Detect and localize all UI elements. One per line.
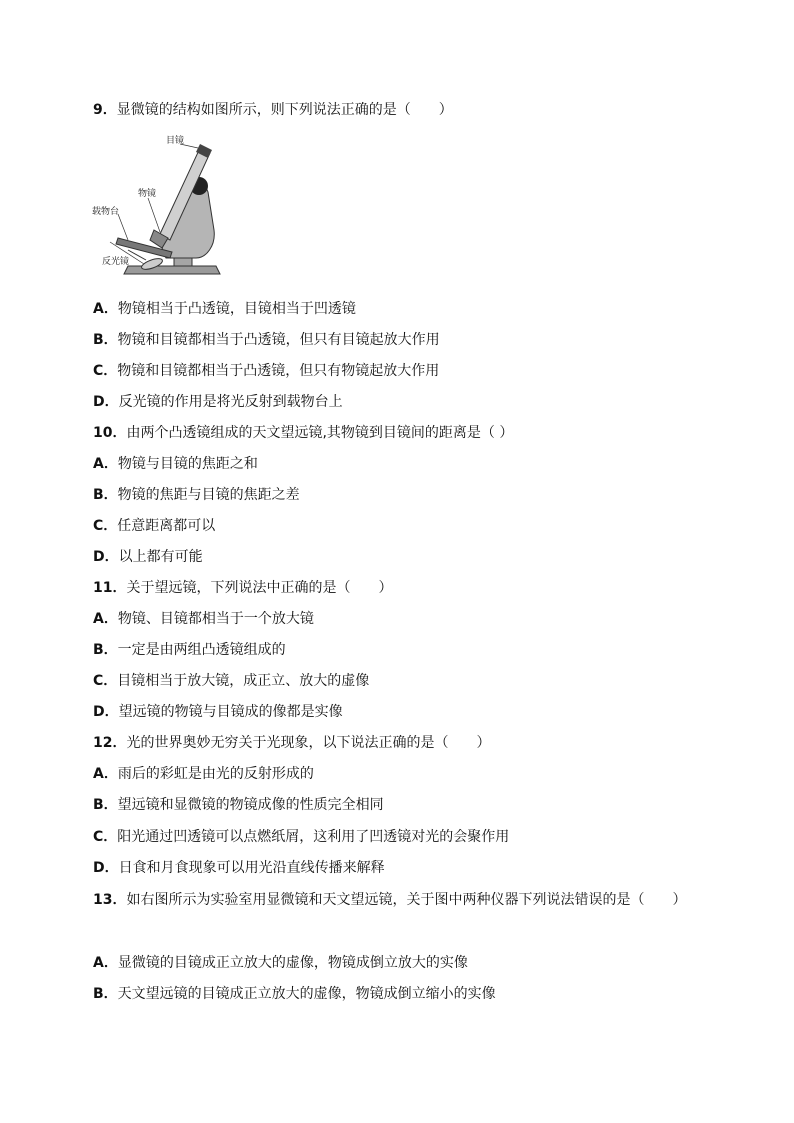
option-10d[interactable] xyxy=(93,548,203,566)
option-9d[interactable] xyxy=(93,393,343,411)
option-text: 显微镜的目镜成正立放大的虚像，物镜成倒立放大的实像 xyxy=(117,955,468,971)
question-text: 关于望远镜，下列说法中正确的是（ ） xyxy=(126,580,393,596)
option-12b[interactable] xyxy=(93,796,384,814)
option-letter: D． xyxy=(93,549,119,565)
question-text: 如右图所示为实验室用显微镜和天文望远镜，关于图中两种仪器下列说法错误的是（ ） xyxy=(126,892,687,908)
label-objective: 物镜 xyxy=(138,189,157,199)
option-text: 一定是由两组凸透镜组成的 xyxy=(117,642,286,658)
option-text: 阳光通过凹透镜可以点燃纸屑，这利用了凹透镜对光的会聚作用 xyxy=(117,829,510,845)
option-text: 物镜与目镜的焦距之和 xyxy=(117,456,258,472)
option-13b[interactable] xyxy=(93,985,496,1003)
option-text: 反光镜的作用是将光反射到载物台上 xyxy=(118,394,343,410)
option-text: 目镜相当于放大镜，成正立、放大的虚像 xyxy=(117,673,370,689)
option-text: 日食和月食现象可以用光沿直线传播来解释 xyxy=(118,860,385,876)
microscope-figure xyxy=(88,134,228,282)
option-10c[interactable] xyxy=(93,517,215,535)
option-11b[interactable] xyxy=(93,641,286,659)
option-10a[interactable] xyxy=(93,455,258,473)
question-text: 由两个凸透镜组成的天文望远镜,其物镜到目镜间的距离是（ ） xyxy=(126,425,514,441)
question-12-stem xyxy=(93,734,490,752)
option-13a[interactable] xyxy=(93,954,468,972)
question-number: 9． xyxy=(93,102,117,118)
option-text: 以上都有可能 xyxy=(118,549,203,565)
question-text: 显微镜的结构如图所示，则下列说法正确的是（ ） xyxy=(116,102,453,118)
option-letter: D． xyxy=(93,860,119,876)
option-12a[interactable] xyxy=(93,765,314,783)
label-stage: 载物台 xyxy=(92,207,120,217)
option-11c[interactable] xyxy=(93,672,369,690)
option-letter: A． xyxy=(93,766,118,782)
option-letter: A． xyxy=(93,301,118,317)
option-text: 望远镜和显微镜的物镜成像的性质完全相同 xyxy=(117,797,384,813)
option-text: 望远镜的物镜与目镜成的像都是实像 xyxy=(118,704,343,720)
option-letter: C． xyxy=(93,829,118,845)
question-number: 12． xyxy=(93,735,127,751)
option-text: 物镜的焦距与目镜的焦距之差 xyxy=(117,487,300,503)
question-number: 10． xyxy=(93,425,127,441)
option-letter: A． xyxy=(93,456,118,472)
microscope-illustration xyxy=(88,134,228,282)
option-letter: A． xyxy=(93,611,118,627)
question-10-stem xyxy=(93,424,513,442)
question-number: 11． xyxy=(93,580,127,596)
label-eyepiece: 目镜 xyxy=(166,136,185,146)
option-9a[interactable] xyxy=(93,300,356,318)
question-11-stem xyxy=(93,579,392,597)
option-9c[interactable] xyxy=(93,362,439,380)
question-text: 光的世界奥妙无穷关于光现象，以下说法正确的是（ ） xyxy=(126,735,491,751)
option-letter: B． xyxy=(93,642,118,658)
option-letter: B． xyxy=(93,332,118,348)
option-11a[interactable] xyxy=(93,610,314,628)
question-13-stem xyxy=(93,891,686,909)
option-text: 任意距离都可以 xyxy=(117,518,216,534)
label-mirror: 反光镜 xyxy=(102,257,130,267)
question-9-stem xyxy=(93,101,453,119)
question-number: 13． xyxy=(93,892,127,908)
option-text: 物镜和目镜都相当于凸透镜，但只有物镜起放大作用 xyxy=(117,363,440,379)
option-letter: C． xyxy=(93,363,118,379)
option-text: 物镜相当于凸透镜，目镜相当于凹透镜 xyxy=(117,301,356,317)
option-12d[interactable] xyxy=(93,859,385,877)
option-text: 物镜和目镜都相当于凸透镜，但只有目镜起放大作用 xyxy=(117,332,440,348)
option-text: 雨后的彩虹是由光的反射形成的 xyxy=(117,766,314,782)
option-letter: C． xyxy=(93,673,118,689)
option-letter: C． xyxy=(93,518,118,534)
option-letter: D． xyxy=(93,394,119,410)
option-letter: B． xyxy=(93,487,118,503)
option-letter: D． xyxy=(93,704,119,720)
option-letter: B． xyxy=(93,986,118,1002)
option-letter: B． xyxy=(93,797,118,813)
option-12c[interactable] xyxy=(93,828,509,846)
option-text: 天文望远镜的目镜成正立放大的虚像，物镜成倒立缩小的实像 xyxy=(117,986,496,1002)
option-11d[interactable] xyxy=(93,703,343,721)
option-letter: A． xyxy=(93,955,118,971)
option-10b[interactable] xyxy=(93,486,300,504)
option-9b[interactable] xyxy=(93,331,440,349)
option-text: 物镜、目镜都相当于一个放大镜 xyxy=(117,611,314,627)
